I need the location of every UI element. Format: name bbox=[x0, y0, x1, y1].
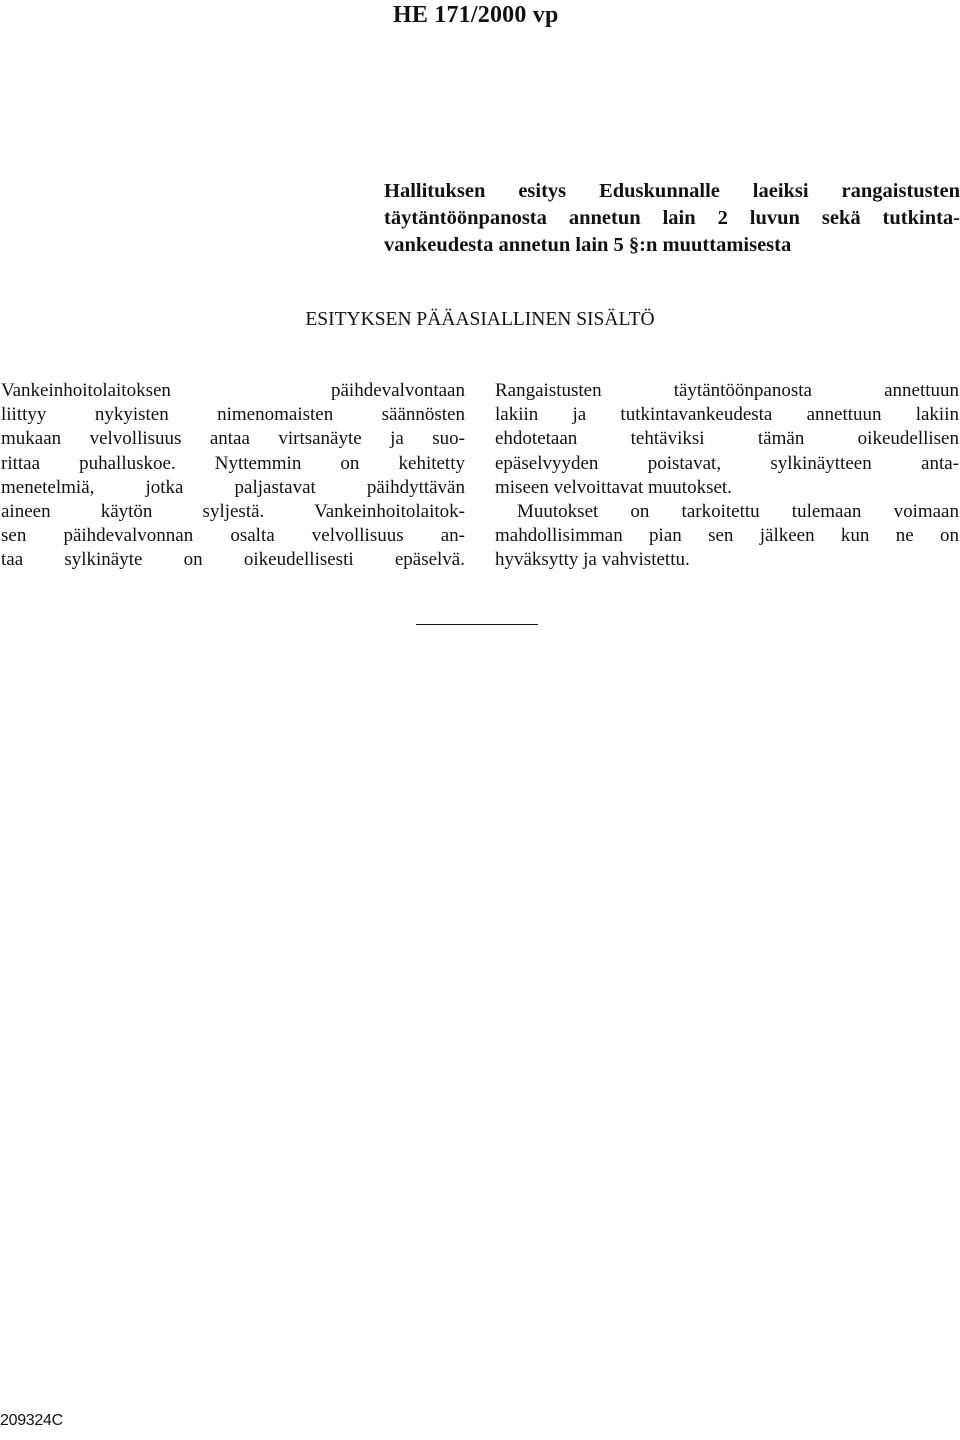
separator-rule bbox=[416, 624, 538, 625]
text-line: taa sylkinäyte on oikeudellisesti epäselvä. bbox=[1, 549, 465, 571]
text-line: epäselvyyden poistavat, sylkinäytteen anta- bbox=[495, 452, 959, 474]
text-line: ehdotetaan tehtäviksi tämän oikeudellisen bbox=[495, 428, 959, 450]
text-line: Muutokset on tarkoitettu tulemaan voimaan bbox=[517, 501, 959, 523]
text-line: sen päihdevalvonnan osalta velvollisuus an- bbox=[1, 525, 465, 547]
document-id: HE 171/2000 vp bbox=[393, 2, 559, 28]
text-line: rittaa puhalluskoe. Nyttemmin on kehitetty bbox=[1, 452, 465, 474]
text-line: lakiin ja tutkintavankeudesta annettuun lakiin bbox=[495, 404, 959, 426]
text-line: mahdollisimman pian sen jälkeen kun ne on bbox=[495, 525, 959, 547]
text-line: Vankeinhoitolaitoksen päihdevalvontaan bbox=[1, 380, 465, 401]
bill-title-line: Hallituksen esitys Eduskunnalle laeiksi rangaistusten bbox=[384, 180, 960, 202]
text-line: liittyy nykyisten nimenomaisten säännösten bbox=[1, 404, 465, 426]
bill-title-line: vankeudesta annetun lain 5 §:n muuttamisesta bbox=[384, 234, 792, 256]
bill-title bbox=[384, 178, 960, 259]
text-line: menetelmiä, jotka paljastavat päihdyttävän bbox=[1, 476, 465, 498]
section-heading: ESITYKSEN PÄÄASIALLINEN SISÄLTÖ bbox=[305, 309, 655, 330]
text-line: hyväksytty ja vahvistettu. bbox=[495, 549, 690, 571]
text-line: aineen käytön syljestä. Vankeinhoitolaitok- bbox=[1, 501, 465, 523]
text-line: mukaan velvollisuus antaa virtsanäyte ja suo- bbox=[1, 428, 465, 450]
text-line: Rangaistusten täytäntöönpanosta annettuun bbox=[495, 380, 959, 401]
page-code: 209324C bbox=[0, 1412, 63, 1429]
summary-right-column bbox=[495, 379, 959, 573]
text-line: miseen velvoittavat muutokset. bbox=[495, 476, 732, 498]
summary-left-column bbox=[1, 379, 465, 573]
bill-title-line: täytäntöönpanosta annetun lain 2 luvun sekä tutkinta- bbox=[384, 207, 960, 229]
